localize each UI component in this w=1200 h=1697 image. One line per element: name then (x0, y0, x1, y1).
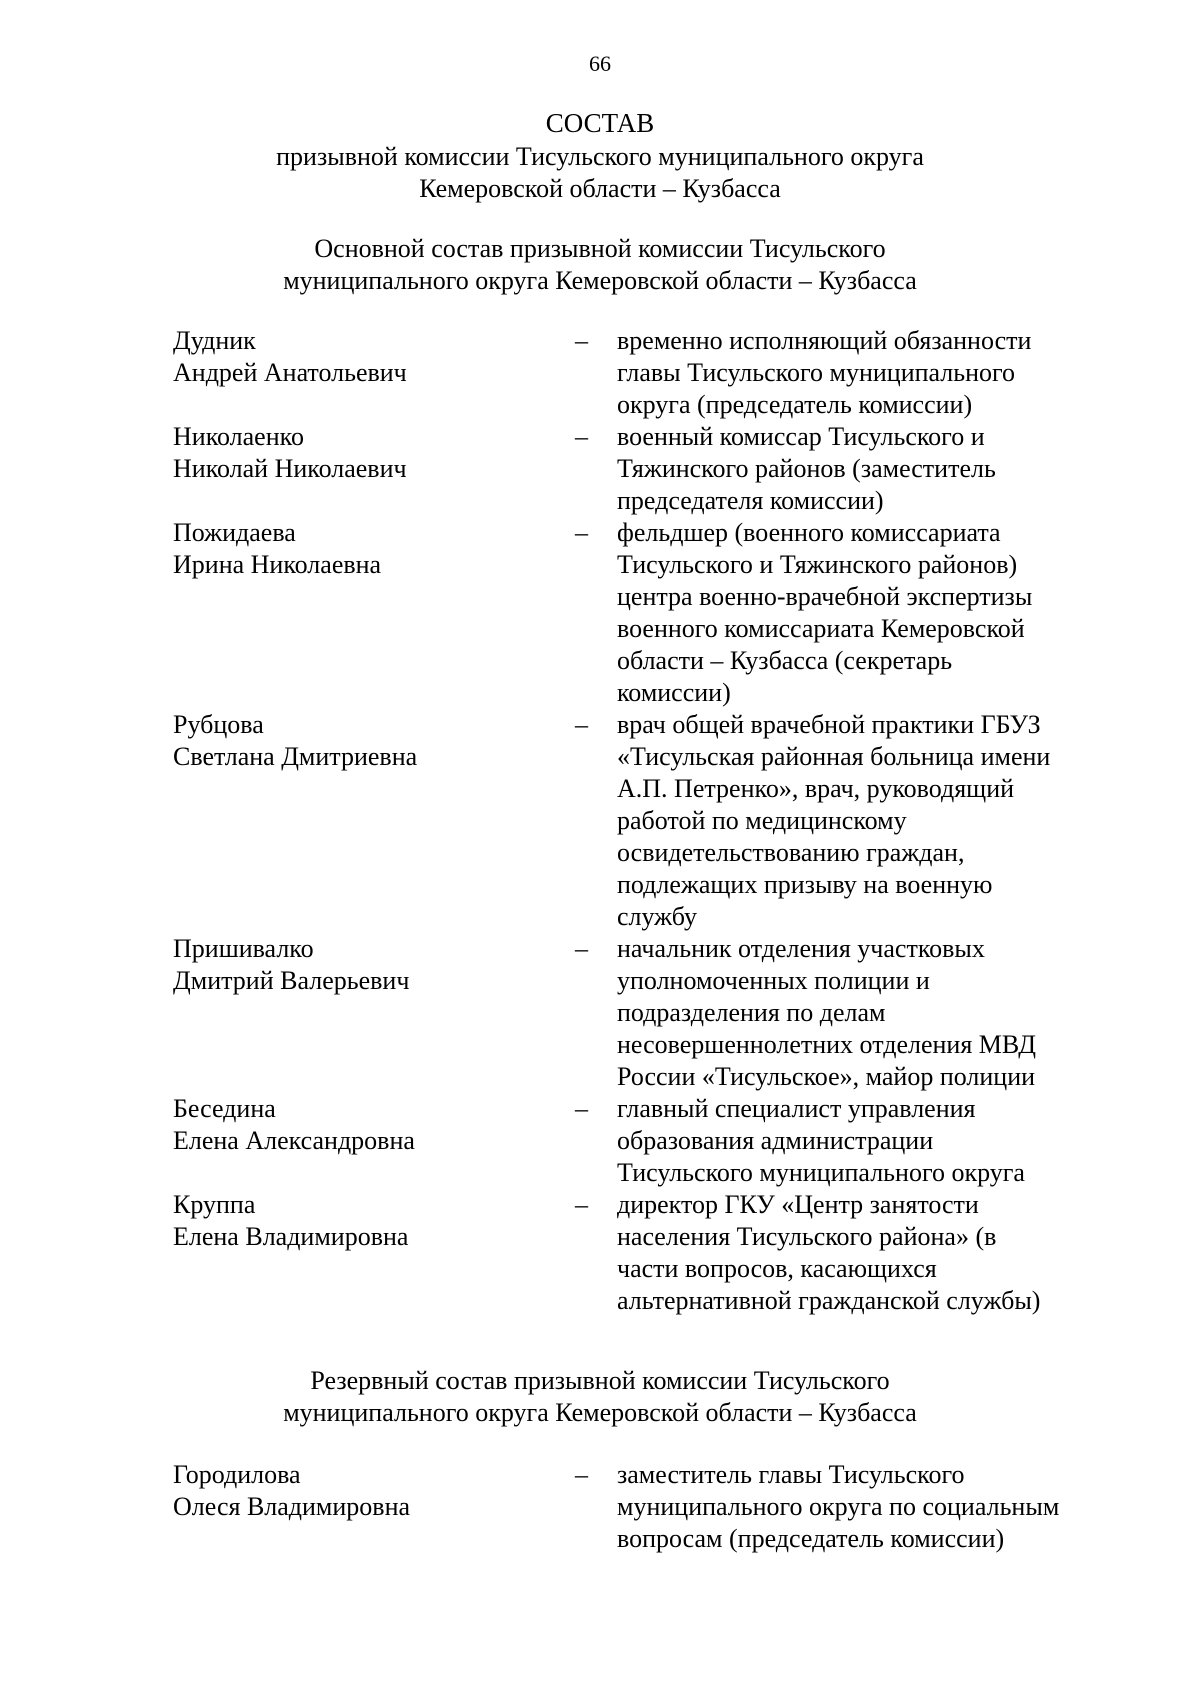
main-section-heading-line: муниципального округа Кемеровской области – Кузбасса (283, 266, 917, 295)
member-description-line: несовершеннолетних отделения МВД (617, 1030, 1037, 1059)
member-description (617, 1459, 1059, 1555)
member-description-line: А.П. Петренко», врач, руководящий (617, 774, 1015, 803)
document-subtitle-line: Кемеровской области – Кузбасса (419, 174, 781, 203)
member-description-line: главы Тисульского муниципального (617, 358, 1016, 387)
member-surname: Пришивалко (173, 934, 314, 963)
member-description-line: округа (председатель комиссии) (617, 390, 973, 419)
member-description-line: уполномоченных полиции и (617, 966, 930, 995)
member-description-line: главный специалист управления (617, 1094, 976, 1123)
member-description (617, 1093, 1025, 1189)
member-dash: – (575, 1094, 588, 1123)
member-description-line: части вопросов, касающихся (617, 1254, 937, 1283)
page-number: 66 (589, 51, 611, 76)
member-description-line: «Тисульская районная больница имени (617, 742, 1051, 771)
member-description-line: директор ГКУ «Центр занятости (617, 1190, 979, 1219)
reserve-section-heading-line: Резервный состав призывной комиссии Тисульского (310, 1366, 890, 1395)
member-dash: – (575, 1460, 588, 1489)
member-description (617, 517, 1032, 709)
member-given-name: Светлана Дмитриевна (173, 742, 418, 771)
member-given-name: Дмитрий Валерьевич (173, 966, 410, 995)
member-dash: – (575, 1190, 588, 1219)
member-description (617, 325, 1031, 421)
main-section-heading-line: Основной состав призывной комиссии Тисульского (314, 234, 886, 263)
member-description-line: муниципального округа по социальным (617, 1492, 1060, 1521)
member-dash: – (575, 518, 588, 547)
member-description-line: временно исполняющий обязанности (617, 326, 1032, 355)
member-description-line: комиссии) (617, 678, 731, 707)
member-description-line: Тисульского муниципального округа (617, 1158, 1025, 1187)
member-dash: – (575, 710, 588, 739)
member-description-line: населения Тисульского района» (в (617, 1222, 997, 1251)
member-given-name: Елена Владимировна (173, 1222, 409, 1251)
member-description-line: вопросам (председатель комиссии) (617, 1524, 1005, 1553)
member-description-line: освидетельствованию граждан, (617, 838, 965, 867)
member-dash: – (575, 934, 588, 963)
member-description (617, 1189, 1040, 1317)
member-description-line: работой по медицинскому (617, 806, 907, 835)
member-surname: Николаенко (173, 422, 304, 451)
member-surname: Беседина (173, 1094, 276, 1123)
member-surname: Пожидаева (173, 518, 296, 547)
member-description-line: военного комиссариата Кемеровской (617, 614, 1025, 643)
member-given-name: Елена Александровна (173, 1126, 415, 1155)
member-description-line: образования администрации (617, 1126, 934, 1155)
member-surname: Круппа (173, 1190, 256, 1219)
member-given-name: Олеся Владимировна (173, 1492, 411, 1521)
member-description-line: Тисульского и Тяжинского районов) (617, 550, 1018, 579)
member-dash: – (575, 422, 588, 451)
member-given-name: Андрей Анатольевич (173, 358, 407, 387)
member-description-line: России «Тисульское», майор полиции (617, 1062, 1036, 1091)
member-description-line: подразделения по делам (617, 998, 886, 1027)
member-description-line: фельдшер (военного комиссариата (617, 518, 1001, 547)
member-given-name: Ирина Николаевна (173, 550, 382, 579)
member-description-line: врач общей врачебной практики ГБУЗ (617, 710, 1041, 739)
member-surname: Дудник (173, 326, 256, 355)
member-description-line: альтернативной гражданской службы) (617, 1286, 1041, 1315)
member-description-line: военный комиссар Тисульского и (617, 422, 985, 451)
member-surname: Рубцова (173, 710, 264, 739)
member-given-name: Николай Николаевич (173, 454, 407, 483)
member-description (617, 933, 1036, 1093)
member-description (617, 709, 1050, 933)
member-description-line: области – Кузбасса (секретарь (617, 646, 953, 675)
document-title: СОСТАВ (545, 108, 655, 138)
document-subtitle-line: призывной комиссии Тисульского муниципального округа (276, 142, 924, 171)
member-description-line: заместитель главы Тисульского (617, 1460, 965, 1489)
member-dash: – (575, 326, 588, 355)
reserve-section-heading-line: муниципального округа Кемеровской области – Кузбасса (283, 1398, 917, 1427)
member-description-line: Тяжинского районов (заместитель (617, 454, 996, 483)
member-description-line: подлежащих призыву на военную (617, 870, 993, 899)
member-description (617, 421, 996, 517)
member-surname: Городилова (173, 1460, 301, 1489)
member-description-line: службу (617, 902, 698, 931)
member-description-line: центра военно-врачебной экспертизы (617, 582, 1033, 611)
member-description-line: председателя комиссии) (617, 486, 884, 515)
member-description-line: начальник отделения участковых (617, 934, 985, 963)
